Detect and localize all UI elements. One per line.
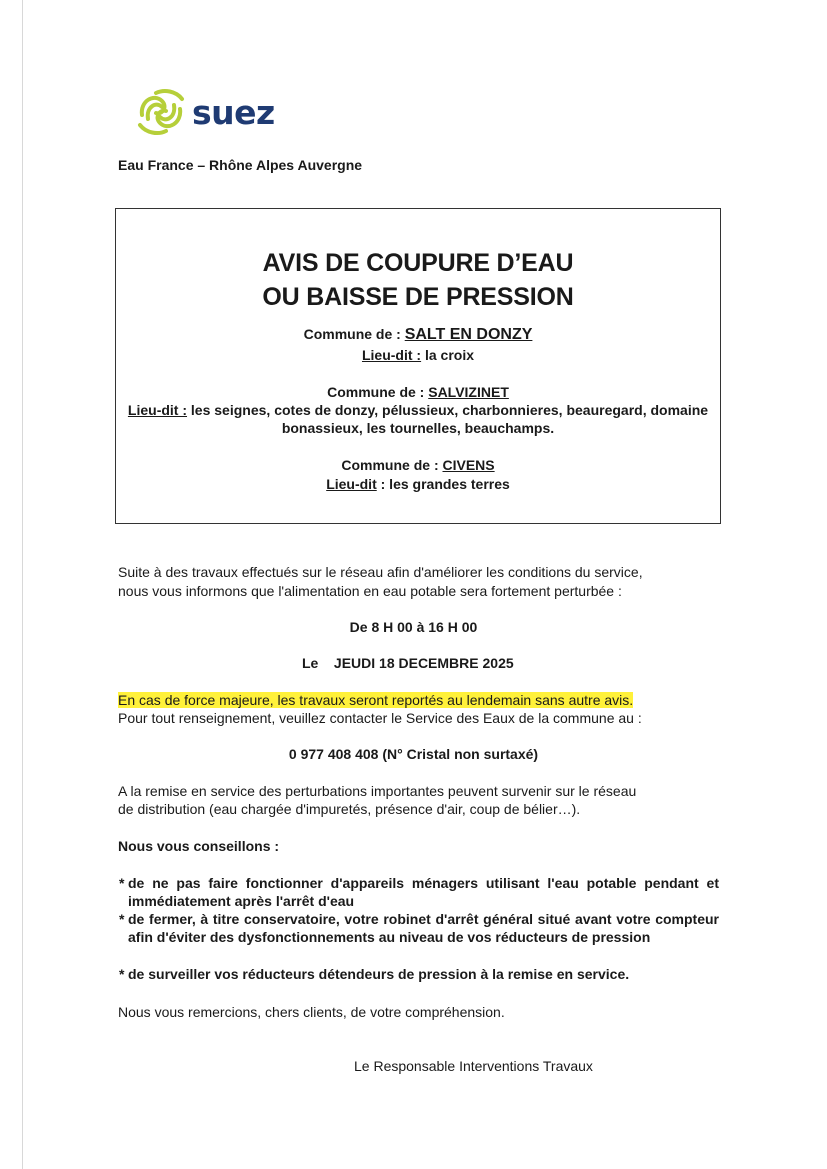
commune-line bbox=[120, 383, 716, 401]
contact-line: Pour tout renseignement, veuillez contacter le Service des Eaux de la commune au : bbox=[118, 710, 642, 726]
commune-name: SALT EN DONZY bbox=[404, 326, 533, 343]
suez-swirl-icon bbox=[136, 85, 186, 139]
advice-text: de fermer, à titre conservatoire, votre robinet d'arrêt général situé avant votre compteur afin d'éviter des dysfonctionnements au niveau de vos réducteurs de pression bbox=[128, 911, 719, 945]
lieu-dit-line bbox=[120, 475, 716, 493]
bullet-star: * bbox=[119, 911, 125, 927]
thanks-line: Nous vous remercions, chers clients, de votre compréhension. bbox=[118, 1004, 505, 1020]
date-prefix: Le bbox=[302, 655, 319, 671]
bullet-star: * bbox=[119, 875, 125, 891]
remise-line-2: de distribution (eau chargée d'impuretés, présence d'air, coup de bélier…). bbox=[118, 801, 581, 817]
logo-wordmark: suez bbox=[192, 92, 275, 132]
commune-name: CIVENS bbox=[442, 457, 495, 473]
commune-label: Commune de : bbox=[303, 326, 401, 342]
commune-name: SALVIZINET bbox=[428, 384, 509, 400]
lieu-dit-label: Lieu-dit bbox=[326, 476, 377, 492]
lieu-dit-label: Lieu-dit : bbox=[127, 402, 188, 418]
commune-line bbox=[120, 456, 716, 474]
notice-title-line1: AVIS DE COUPURE D’EAU bbox=[262, 249, 574, 277]
intro-line-2: nous vous informons que l'alimentation en eau potable sera fortement perturbée : bbox=[118, 583, 622, 599]
remise-line-1: A la remise en service des perturbations importantes peuvent survenir sur le réseau bbox=[118, 783, 637, 799]
commune-line bbox=[120, 325, 716, 344]
commune-label: Commune de : bbox=[341, 457, 439, 473]
advice-item bbox=[119, 874, 719, 910]
phone-number: 0 977 408 408 (N° Cristal non surtaxé) bbox=[288, 746, 539, 762]
scan-edge-line bbox=[22, 0, 23, 1169]
notice-box bbox=[115, 208, 721, 524]
intro-line-1: Suite à des travaux effectués sur le réseau afin d'améliorer les conditions du service, bbox=[118, 564, 643, 580]
lieu-dit-line bbox=[120, 401, 716, 437]
advice-title: Nous vous conseillons : bbox=[118, 838, 280, 854]
force-majeure-note bbox=[118, 691, 633, 709]
lieu-dit-text: les seignes, cotes de donzy, pélussieux, charbonnieres, beauregard, domaine bonassieux, les tournelles, beauchamps. bbox=[190, 402, 709, 436]
bullet-star: * bbox=[119, 966, 125, 982]
region-header: Eau France – Rhône Alpes Auvergne bbox=[118, 157, 363, 173]
advice-item bbox=[119, 910, 719, 946]
highlighted-text: En cas de force majeure, les travaux seront reportés au lendemain sans autre avis. bbox=[118, 692, 634, 708]
advice-item bbox=[119, 965, 719, 983]
lieu-dit-label: Lieu-dit : bbox=[361, 347, 422, 363]
advice-text: de ne pas faire fonctionner d'appareils ménagers utilisant l'eau potable pendant et immédiatement après l'arrêt d'eau bbox=[128, 875, 719, 909]
date-value: JEUDI 18 DECEMBRE 2025 bbox=[333, 655, 514, 671]
signature: Le Responsable Interventions Travaux bbox=[354, 1058, 593, 1074]
notice-title-line2: OU BAISSE DE PRESSION bbox=[262, 283, 574, 311]
lieu-dit-line bbox=[120, 346, 716, 364]
lieu-dit-text: : les grandes terres bbox=[380, 476, 510, 492]
hours: De 8 H 00 à 16 H 00 bbox=[349, 619, 478, 635]
advice-text: de surveiller vos réducteurs détendeurs de pression à la remise en service. bbox=[128, 966, 630, 982]
suez-logo bbox=[136, 84, 275, 140]
commune-label: Commune de : bbox=[327, 384, 425, 400]
date-line bbox=[302, 654, 514, 672]
lieu-dit-text: la croix bbox=[424, 347, 475, 363]
